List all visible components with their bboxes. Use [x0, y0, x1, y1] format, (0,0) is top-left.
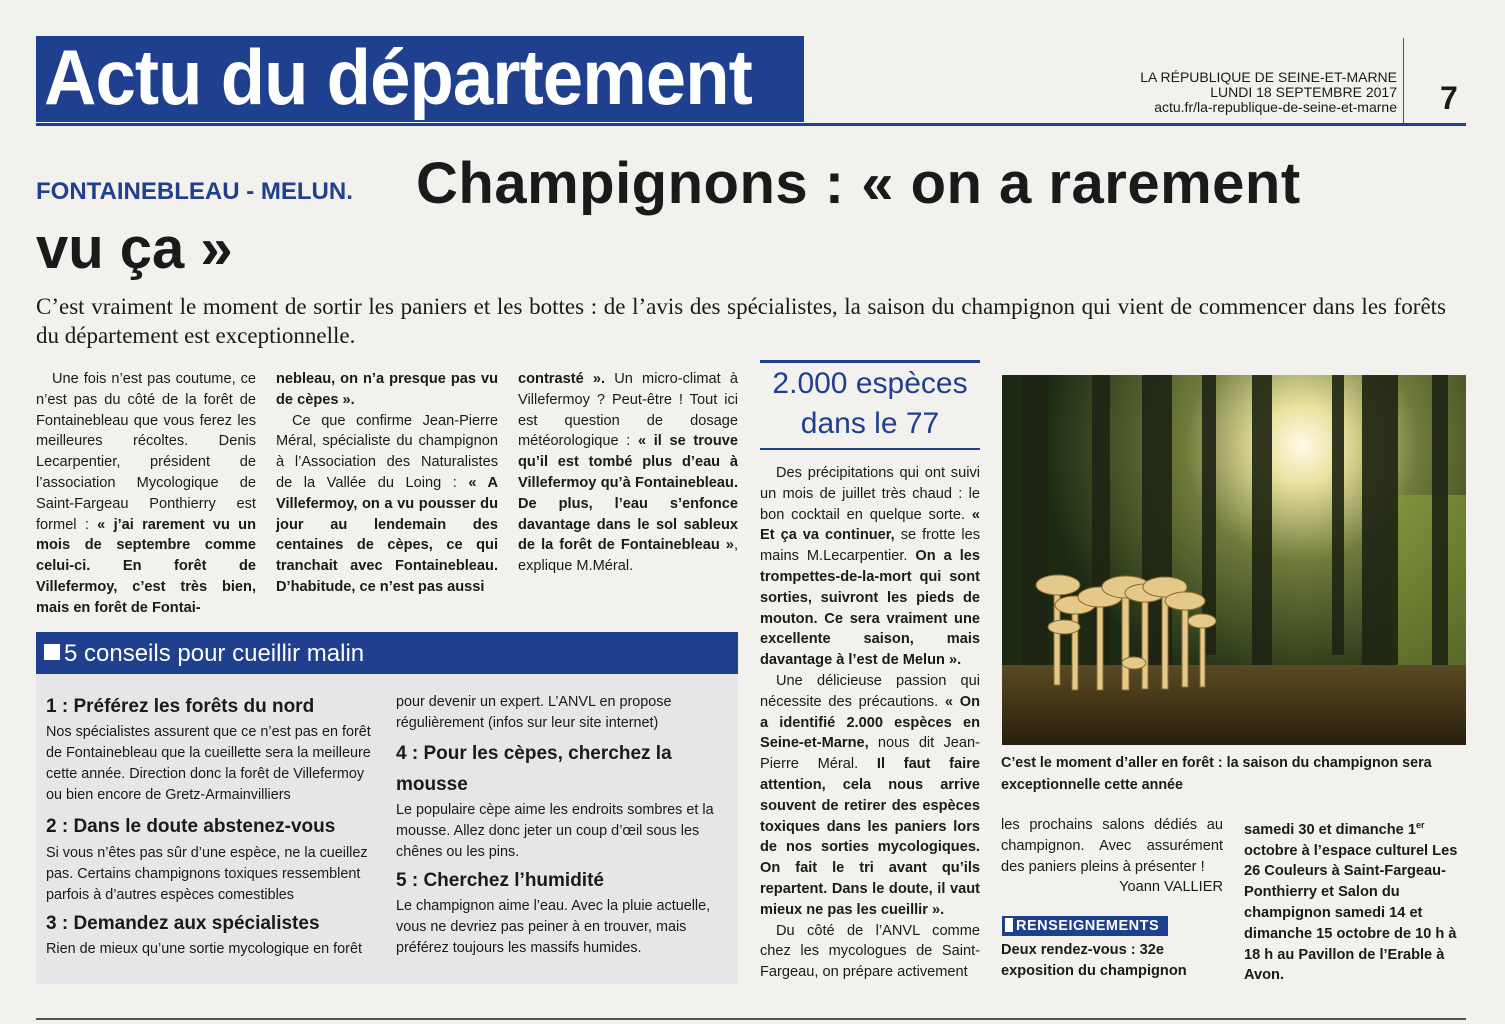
- tips-box-title: 5 conseils pour cueillir malin: [64, 640, 365, 667]
- col3-quote: « il se trouve qu’il est tombé plus d’eau à Villefermoy qu’à Fontainebleau. De plus, l’eau s’enfonce davantage dans le sol sableux de la forêt de Fontainebleau »: [518, 433, 738, 554]
- renseignements-intro: Deux rendez-vous : 32e exposition du champignon: [1001, 942, 1187, 979]
- tips-column-2: [396, 692, 728, 959]
- tip-4-title: 4 : Pour les cèpes, cherchez la mousse: [396, 743, 672, 795]
- col1-text: Une fois n’est pas coutume, ce n’est pas du côté de la forêt de Fontainebleau que vous ferez les meilleures récoltes. Denis Lecarpentier, président de l’association Mycologique de Saint-Fargeau Ponthierry est formel :: [36, 371, 256, 533]
- article-kicker: FONTAINEBLEAU - MELUN.: [36, 178, 353, 205]
- square-bullet-icon: [44, 644, 60, 660]
- col2-quote: « A Villefermoy, on a vu pousser du jour au lendemain des centaines de cèpes, ce qui tranchait avec Fontainebleau. D’habitude, ce n’est pas aussi: [276, 474, 499, 595]
- subheading-line2: dans le 77: [800, 407, 940, 440]
- square-bullet-icon: [1005, 918, 1013, 932]
- tip-1-text: Nos spécialistes assurent que ce n’est pas en forêt de Fontainebleau que la cueillette sera la meilleure cette année. Direction donc la forêt de Villefermoy ou bien encore de Gretz-Armainvilliers: [46, 724, 371, 803]
- renseignements-dates-b: octobre à l’espace culturel Les 26 Couleurs à Saint-Fargeau-Ponthierry et Salon du champignon samedi 14 et dimanche 15 octobre de 10 h à 18 h au Pavillon de l’Erable à Avon.: [1244, 842, 1458, 984]
- tip-3-text-cont: pour devenir un expert. L’ANVL en propose régulièrement (infos sur leur site internet): [396, 694, 672, 731]
- headline-line1: Champignons : « on a rarement: [416, 151, 1301, 216]
- bottom-rule: [36, 1018, 1466, 1020]
- photo-caption: C’est le moment d’aller en forêt : la saison du champignon sera exceptionnelle cette année: [1001, 755, 1432, 793]
- col4-text-mid: se frotte les mains M.Lecarpentier.: [760, 527, 981, 565]
- renseignements-dates-sup: er: [1415, 820, 1425, 830]
- renseignements-label: [1002, 916, 1168, 936]
- publication-name: LA RÉPUBLIQUE DE SEINE-ET-MARNE: [1140, 69, 1397, 85]
- article-column-5: [1001, 815, 1223, 898]
- col4-text-p2: Une délicieuse passion qui nécessite des précautions.: [760, 672, 980, 710]
- tip-3-text: Rien de mieux qu’une sortie mycologique en forêt: [46, 941, 362, 957]
- article-column-4: [760, 463, 980, 983]
- subheading-line1: 2.000 espèces: [772, 367, 968, 400]
- article-column-1: [36, 369, 256, 619]
- col4-text-p2-mid: nous dit Jean-Pierre Méral.: [760, 735, 980, 773]
- col4-quote: « Et ça va continuer,: [760, 506, 980, 544]
- col2-text: Ce que confirme Jean-Pierre Méral, spécialiste du champignon à l’Association des Naturalistes de la Vallée du Loing :: [276, 412, 498, 491]
- tip-1-title: 1 : Préférez les forêts du nord: [46, 696, 315, 717]
- publication-info: [1140, 70, 1397, 115]
- tip-3-title: 3 : Demandez aux spécialistes: [46, 913, 320, 934]
- article-lead: C’est vraiment le moment de sortir les paniers et les bottes : de l’avis des spécialistes, la saison du champignon qui vient de commencer dans les forêts du département est exceptionnelle.: [36, 294, 1446, 348]
- publication-date: LUNDI 18 SEPTEMBRE 2017: [1210, 84, 1397, 100]
- tips-column-1: [46, 691, 376, 960]
- tip-5-title: 5 : Cherchez l’humidité: [396, 870, 604, 891]
- page-number: 7: [1440, 80, 1458, 116]
- tip-5-text: Le champignon aime l’eau. Avec la pluie actuelle, vous ne devriez pas peiner à en trouver, mais préférez toujours les massifs humides.: [396, 898, 711, 956]
- mushroom-photo: [1002, 375, 1466, 745]
- col3-text-end: , explique M.Méral.: [518, 537, 738, 575]
- headline-line2: vu ça »: [36, 216, 233, 281]
- section-title: Actu du département: [44, 33, 752, 121]
- forest-mushroom-image: [1002, 375, 1466, 745]
- col4-quote-2: On a les trompettes-de-la-mort qui sont sorties, suivront les pieds de mouton. Ce sera vraiment une excellente saison, mais davantage à l’est de Melun ».: [760, 548, 980, 669]
- col4-quote-p2-2: Il faut faire attention, cela nous arrive souvent de retirer des espèces toxiques dans les paniers lors de nos sorties mycologiques. On fait le tri avant qu’ils repartent. Dans le doute, il vaut mieux ne pas les cueillir ».: [760, 756, 980, 918]
- renseignements-text-1: [1001, 940, 1223, 982]
- col2-quote-cont: nebleau, on n’a presque pas vu de cèpes ».: [276, 371, 498, 408]
- subheading-rule-bottom: [760, 448, 980, 450]
- article-column-2: [276, 369, 498, 598]
- col4-quote-p2: « On a identifié 2.000 espèces en Seine-et-Marne,: [760, 693, 981, 752]
- article-author: Yoann VALLIER: [1119, 879, 1223, 896]
- renseignements-text-2: [1244, 815, 1466, 986]
- col1-quote: « j’ai rarement vu un mois de septembre comme celui-ci. En forêt de Villefermoy, c’est très bien, mais en forêt de Fontai-: [36, 516, 257, 616]
- col4-text: Des précipitations qui ont suivi un mois de juillet très chaud : le bon cocktail en quelque sorte.: [760, 465, 980, 523]
- tip-4-text: Le populaire cèpe aime les endroits sombres et la mousse. Allez donc jeter un coup d’œil sous les chênes ou les pins.: [396, 802, 714, 860]
- col5-text: les prochains salons dédiés au champignon. Avec assurément des paniers pleins à présenter !: [1001, 817, 1223, 875]
- renseignements-dates-a: samedi 30 et dimanche 1: [1244, 821, 1416, 838]
- col3-quote-cont: contrasté ».: [518, 371, 606, 387]
- col3-text: Un micro-climat à Villefermoy ? Peut-être ! Tout ici est question de dosage météorologique :: [518, 371, 738, 450]
- article-column-3: [518, 369, 738, 577]
- renseignements-label-text: RENSEIGNEMENTS: [1016, 918, 1160, 934]
- publication-website: actu.fr/la-republique-de-seine-et-marne: [1154, 99, 1397, 115]
- header-separator: [1403, 38, 1404, 124]
- header-rule: [36, 123, 1466, 126]
- col4-text-p3: Du côté de l’ANVL comme chez les mycologues de Saint-Fargeau, on prépare activement: [760, 922, 980, 981]
- tip-2-text: Si vous n’êtes pas sûr d’une espèce, ne la cueillez pas. Certains champignons toxiques ressemblent parfois à d’autres espèces comestibles: [46, 845, 368, 903]
- subheading-rule-top: [760, 360, 980, 363]
- subheading: [760, 364, 980, 444]
- tip-2-title: 2 : Dans le doute abstenez-vous: [46, 816, 336, 837]
